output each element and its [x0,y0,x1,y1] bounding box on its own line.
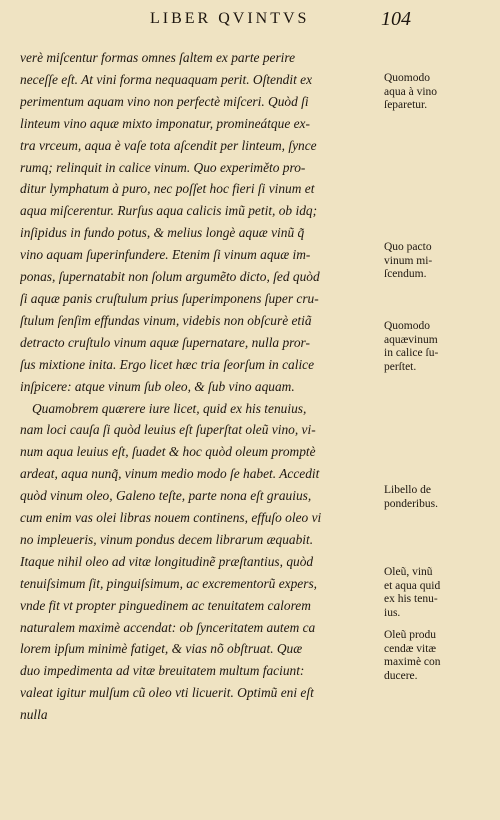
text-line: vnde fit vt propter pinguedinem ac tenuitatem calorem [20,597,311,613]
margin-note-line: Oleũ produ [384,629,437,641]
text-line: rumq; relinquit in calice vinum. Quo experiměto pro- [20,159,306,175]
margin-note-line: maximè con [384,656,441,668]
margin-note-line: cendæ vitæ [384,642,437,655]
margin-note [384,72,490,113]
margin-note-line: et aqua quid [384,579,441,592]
folio-number: 104 [381,8,411,30]
margin-note-line: Quo pacto [384,241,432,253]
text-line: lorem ipſum minimè fatiget, & vias nõ obſtruat. Quæ [20,641,303,657]
text-line: aqua miſcerentur. Rurſus aqua calicis imũ petit, ob idq; [20,203,318,219]
text-line: nulla [20,707,48,723]
margin-note-line: ſeparetur. [384,99,428,111]
text-line: vino aquam ſuperinfundere. Etenim ſi vinum aquæ im- [20,247,311,263]
margin-note-line: ducere. [384,669,418,682]
margin-note-line: ſcendum. [384,268,427,280]
running-head: LIBER QVINTVS [150,10,310,27]
text-line: linteum vino aquæ mixto imponatur, promineátque ex- [20,115,310,131]
margin-note-line: aquævinum [384,333,438,346]
text-line: valeat igitur mulſum cũ oleo vti licuerit. Optimũ eni eſt [20,685,314,701]
margin-note [384,241,490,282]
main-text-block [20,47,380,726]
page-header [0,6,500,36]
text-line: neceſſe eſt. At vini forma nequaquam perit. Oſtendit ex [20,71,313,87]
text-line: nam loci cauſa ſi quòd leuius eſt ſuperſtat oleũ vino, vi- [20,422,316,438]
margin-note-line: in calice ſu- [384,347,439,359]
margin-note-line: perſtet. [384,360,417,373]
text-line: inſipidus in fundo potus, & melius longè aquæ vinũ q̃ [20,225,305,241]
text-line: detracto cruſtulo vinum aquæ ſupernatare, nulla pror- [20,334,310,350]
text-line: quòd vinum oleo, Galeno teſte, parte nona eſt grauius, [20,488,312,504]
margin-note-line: Libello de [384,484,431,496]
margin-note-line: vinum mi- [384,254,433,267]
margin-note-line: Quomodo [384,320,430,332]
text-line: cum enim vas olei libras nouem continens, effuſo oleo vi [20,510,322,526]
text-line: tenuiſsimum ſit, pinguiſsimum, ac excrementorũ expers, [20,575,318,591]
margin-note-line: ius. [384,606,401,619]
text-line: naturalem maximè accendat: ob ſynceritatem autem ca [20,619,316,635]
margin-note-line: ex his tenu- [384,593,438,605]
margin-note-line: Oleũ, vinũ [384,566,433,578]
text-line: ſtulum ſenſim effundas vinum, videbis non obſcurè etiã [20,312,312,328]
text-line: ditur lymphatum à puro, nec poſſet hoc fieri ſi vinum et [20,181,315,197]
text-line: verè miſcentur formas omnes ſaltem ex parte perire [20,50,296,65]
text-line: tra vrceum, aqua è vaſe tota aſcendit per linteum, ſynce [20,137,317,153]
text-line: ardeat, aqua nunq̃, vinum medio modo ſe habet. Accedit [20,466,320,482]
text-line: ponas, ſupernatabit non ſolum argumẽto dicto, ſed quòd [20,269,320,285]
text-line: ſi aquæ panis cruſtulum prius ſuperimponens ſuper cru- [20,290,319,306]
margin-note [384,629,490,683]
margin-note-line: aqua à vino [384,85,438,98]
text-line: Quamobrem quærere iure licet, quid ex his tenuius, [32,400,307,416]
text-line: no impleueris, vinum pondus decem librarum æquabit. [20,531,314,547]
text-line: ſus mixtione inita. Ergo licet hæc tria ſeorſum in calice [20,356,315,372]
margin-note [384,566,490,620]
text-line: Itaque nihil oleo ad vitæ longitudinẽ præſtantius, quòd [20,553,314,569]
margin-note-line: Quomodo [384,72,430,84]
margin-note-line: ponderibus. [384,497,438,510]
text-line: num aqua leuius eſt, ſuadet & hoc quòd oleum promptè [20,444,316,460]
text-line: perimentum aquam vino non perfectè miſceri. Quòd ſi [20,93,309,109]
text-line: inſpicere: atque vinum ſub oleo, & ſub vino aquam. [20,378,295,394]
margin-note [384,484,490,511]
text-line: duo impedimenta ad vitæ breuitatem multum faciunt: [20,663,305,679]
margin-note [384,320,490,374]
